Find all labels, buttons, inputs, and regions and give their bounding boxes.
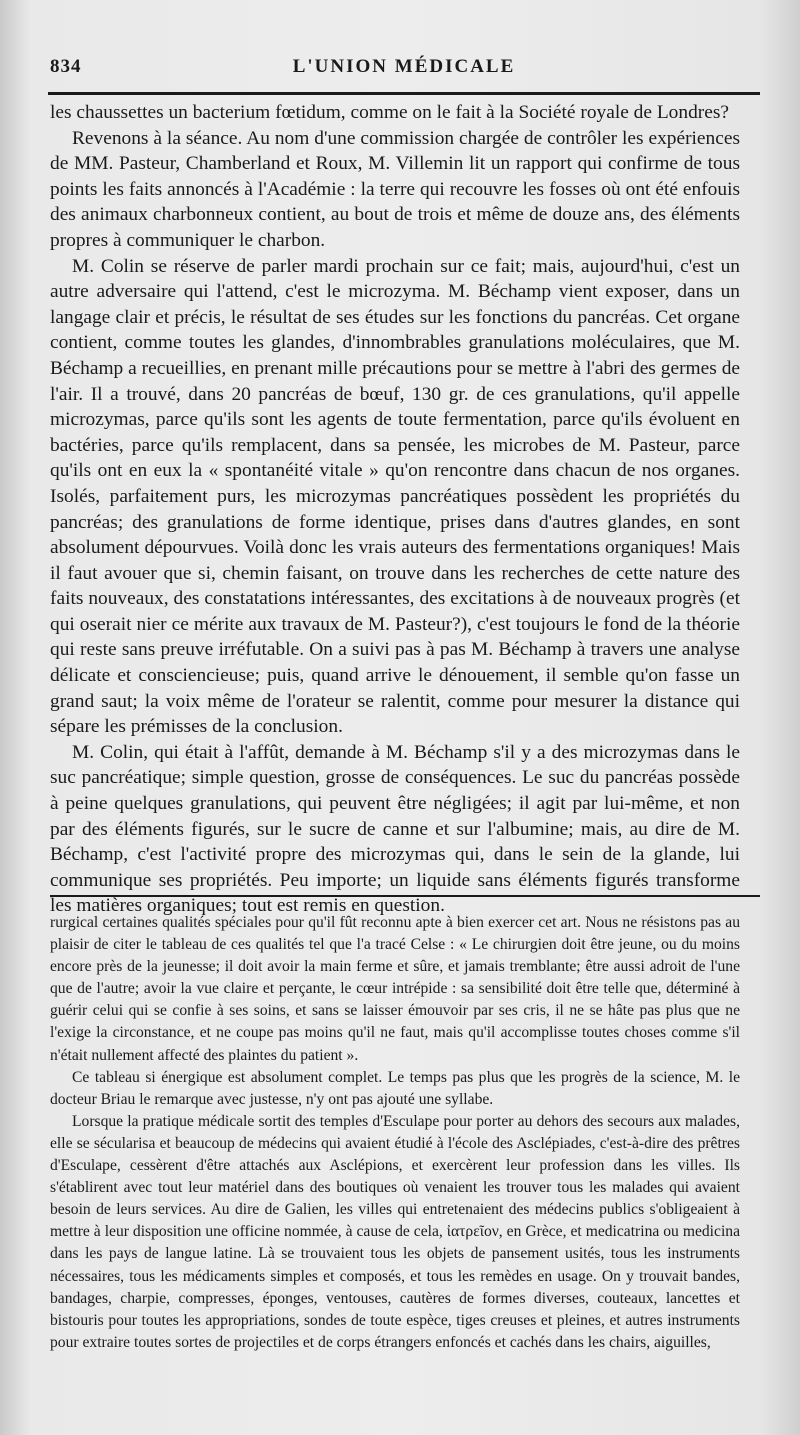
running-title: L'UNION MÉDICALE [292, 56, 516, 77]
feuilleton-paragraph: rurgical certaines qualités spéciales pour qu'il fût reconnu apte à bien exercer cet art. Nous ne résistons pas au plaisir de citer le tableau de ces qualités tel que l'a tracé Celse : « Le chirurgien doit être jeune, ou du moins encore près de la jeunesse; il doit avoir la main ferme et sûre, et jamais tremblante; être aussi adroit de l'une que de l'autre; avoir la vue claire et perçante, le cœur intrépide : sa sensibilité doit être telle que, déterminé à guérir celui qui se confie à ses soins, et sans se laisser émouvoir par ses cris, il ne se hâte pas plus que ne l'exige la circonstance, et ne coupe pas moins qu'il ne faut, mais qu'il accomplisse toutes choses comme s'il n'était nullement affecté des plaintes du patient ». [50, 914, 740, 1064]
feuilleton-paragraph: Lorsque la pratique médicale sortit des temples d'Esculape pour porter au dehors des secours aux malades, elle se sécularisa et beaucoup de médecins qui avaient étudié à l'école des Asclépiades, c'est-à-dire des prêtres d'Esculape, cessèrent d'être attachés aux Asclépions, et exercèrent leur profession dans les villes. Ils s'établirent avec tout leur matériel dans des boutiques où venaient les trouver tous les malades qui avaient besoin de leurs services. Au dire de Galien, les villes qui entretenaient des médecins publics s'obligeaient à mettre à leur disposition une officine nommée, à cause de cela, ἰατρεῖον, en Grèce, et medicatrina ou medicina dans les pays de langue latine. Là se trouvaient tous les objets de pansement usités, tous les instruments nécessaires, tous les médicaments simples et composés, et tous les remèdes en usage. On y trouvait bandes, bandages, charpie, compresses, éponges, ventouses, cautères de formes diverses, couteaux, lancettes et bistouris pour toutes les appropriations, sondes de toute espèce, tiges creuses et pleines, et autres instruments pour extraire toutes sortes de projectiles et de corps étrangers enfoncés et cachés dans les chairs, aiguilles, [50, 1112, 740, 1351]
page-number: 834 [50, 56, 82, 77]
header-rule [48, 92, 760, 95]
main-article [50, 100, 740, 919]
feuilleton-paragraph: Ce tableau si énergique est absolument complet. Le temps pas plus que les progrès de la science, M. le docteur Briau le remarque avec justesse, n'y ont pas ajouté une syllabe. [50, 1068, 740, 1108]
article-paragraph: M. Colin, qui était à l'affût, demande à M. Béchamp s'il y a des microzymas dans le suc pancréatique; simple question, grosse de conséquences. Le suc du pancréas possède à peine quelques granulations, qui peuvent être négligées; il agit par lui-même, et non par des éléments figurés, sur le sucre de canne et sur l'albumine; mais, au dire de M. Béchamp, c'est l'activité propre des microzymas qui, dans le sein de la glande, lui communique ses propriétés. Peu importe; un liquide sans éléments figurés transforme les matières organiques; tout est remis en question. [50, 741, 740, 917]
article-paragraph: M. Colin se réserve de parler mardi prochain sur ce fait; mais, aujourd'hui, c'est un autre adversaire qui l'attend, c'est le microzyma. M. Béchamp vient exposer, dans un langage clair et précis, le résultat de ses études sur les fonctions du pancréas. Cet organe contient, comme toutes les glandes, d'innombrables granulations moléculaires, que M. Béchamp a recueillies, en prenant mille précautions pour se mettre à l'abri des germes de l'air. Il a trouvé, dans 20 pancréas de bœuf, 130 gr. de ces granulations, qu'il appelle microzymas, parce qu'ils sont les agents de toute fermentation, parce qu'ils évoluent en bactéries, parce qu'ils remplacent, dans sa pensée, les microbes de M. Pasteur, parce qu'ils ont en eux la « spontanéité vitale » qu'on rencontre dans chacun de nos organes. Isolés, parfaitement purs, les microzymas pancréatiques possèdent les propriétés du pancréas; des granulations de forme identique, prises dans d'autres glandes, en sont absolument dépourvues. Voilà donc les vrais auteurs des fermentations organiques! Mais il faut avouer que si, chemin faisant, on trouve dans les recherches de cette nature des faits nouveaux, des constatations intéressantes, des excitations à de nouveaux progrès (et qui oserait nier ce mérite aux travaux de M. Pasteur?), c'est toujours le fond de la théorie qui reste sans preuve irréfutable. On a suivi pas à pas M. Béchamp à travers une analyse délicate et consciencieuse; puis, quand arrive le dénouement, il semble qu'on fasse un grand saut; la voix même de l'orateur se ralentit, comme pour mesurer la distance qui sépare les prémisses de la conclusion. [50, 255, 740, 738]
article-paragraph: les chaussettes un bacterium fœtidum, comme on le fait à la Société royale de Londres? [50, 102, 729, 123]
article-paragraph: Revenons à la séance. Au nom d'une commission chargée de contrôler les expériences de MM. Pasteur, Chamberland et Roux, M. Villemin lit un rapport qui confirme de tous points les faits annoncés à l'Académie : la terre qui recouvre les fosses où ont été enfouis des animaux charbonneux contient, au bout de trois et même de douze ans, des éléments propres à communiquer le charbon. [50, 127, 740, 251]
page-header [50, 52, 758, 82]
feuilleton-section [50, 912, 740, 1354]
footnote-separator [50, 895, 760, 897]
